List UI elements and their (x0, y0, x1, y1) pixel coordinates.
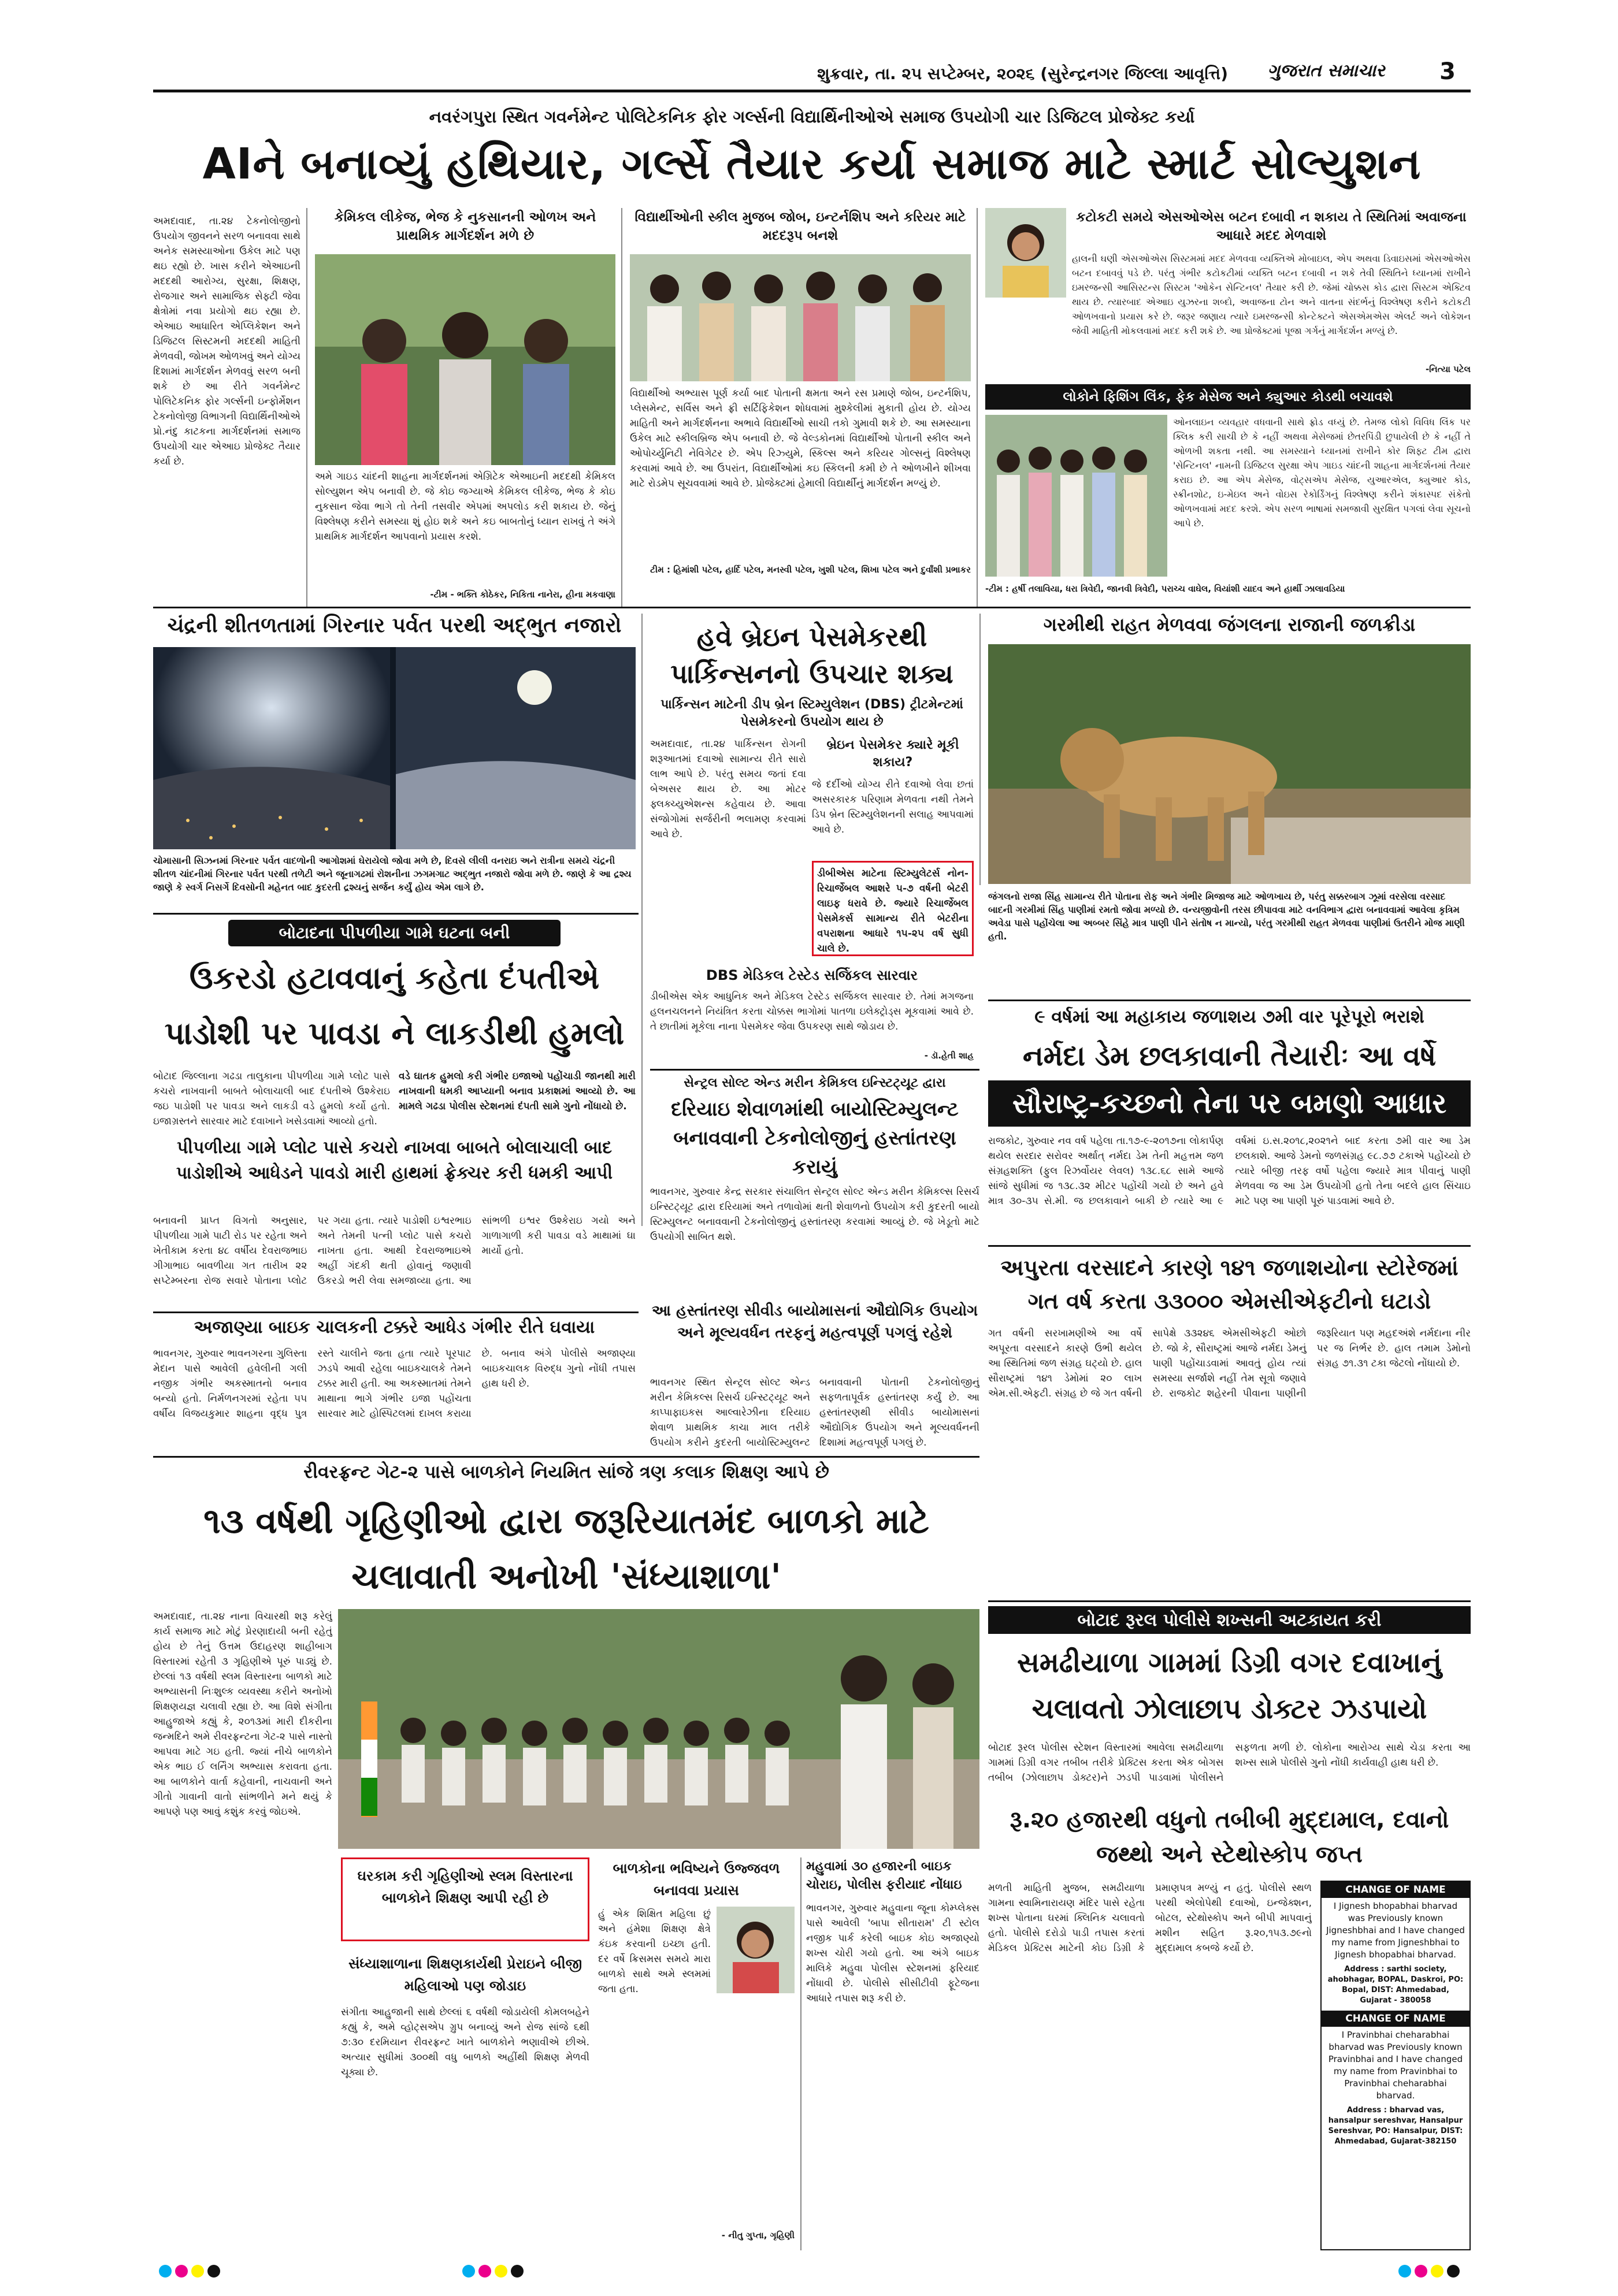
dbs-body: ડીબીએસ એક આધુનિક અને મેડિકલ ટેસ્ટેડ સર્જિકલ સારવાર છે. તેમાં મગજના હલનચલનને નિયંત્રિત કરતા ચોક્કસ ભાગોમાં પાતળા ઇલેક્ટ્રોડ્સ મૂકવામાં આવે છે. તે છાતીમાં મૂકેલા નાના પેસમેકર જેવા ઉપકરણ સાથે જોડાય છે. (650, 991, 974, 1032)
dbs-banner: DBS મેડિકલ ટેસ્ટેડ સર્જિકલ સારવાર (650, 964, 974, 987)
botad-body-2: વડે ઘાતક હુમલો કરી ગંભીર ઇજાઓ પહોંચાડી જાનથી મારી નાખવાની ધમકી આપ્યાની બનાવ પ્રકાશમાં આવ્યો છે. આ મામલે ગઢડા પોલીસ સ્ટેશનમાં દંપતી સામે ગુનો નોંધાયો છે. (399, 1071, 636, 1112)
story4-body: ઓનલાઇન વ્યવહાર વધવાની સાથે ફ્રોડ વધ્યું છે. તેમજ લોકો વિવિધ લિંક પર ક્લિક કરી સાચી છે કે નહીં અથવા મેસેજમાં છેતરપિંડી છુપાયેલી છે કે નહીં તે ઓળખી શકતા નથી. આ સમસ્યાને ધ્યાનમાં રાખીને કોર શિફ્ટ ટીમ દ્વારા 'સેન્ટિનલ' નામની ડિજિટલ સુરક્ષા એપ ગાઇડ ચાંદની શાહના માર્ગદર્શનમાં તૈયાર કરાઇ છે. આ એપ મેસેજ, વોટ્સએપ મેસેજ, યુઆરએલ, ક્યુઆર કોડ, સ્ક્રીનશોટ, ઇ-મેઇલ અને વોઇસ રેકોર્ડિંગનું વિશ્લેષણ કરીને શંકાસ્પદ સંકેતો ઓળખવામાં મદદ કરશે. એપ સરળ ભાષામાં સમજાવી સુરક્ષિત પગલાં લેવા સૂચનો આપે છે. (1173, 417, 1471, 529)
sandhyashala-kicker: રીવરફ્રન્ટ ગેટ-૨ પાસે બાળકોને નિયમિત સાંજે ત્રણ કલાક શિક્ષણ આપે છે (303, 1462, 829, 1483)
sandhyashala-box-3-body: સંગીતા આહુજાની સાથે છેલ્લાં ૬ વર્ષથી જોડાયેલી કોમલબહેને કહ્યું કે, અમે વ્હોટ્સએપ ગ્રુપ બનાવ્યું અને રોજ સાંજે ૬થી ૭:૩૦ દરમિયાન રીવરફ્રન્ટ ખાતે બાળકોને ભણાવીએ છીએ. અત્યાર સુધીમાં ૩૦૦થી વધુ બાળકો અહીંથી શિક્ષણ મેળવી ચૂક્યા છે. (341, 2007, 589, 2078)
marine-kicker: સેન્ટ્રલ સોલ્ટ એન્ડ મરીન કેમિકલ ઇન્સ્ટિટ્યૂટ દ્વારા (684, 1076, 946, 1090)
story4-heading: લોકોને ફિશિંગ લિંક, ફેક મેસેજ અને ક્યુઆર કોડથી બચાવશે (985, 384, 1471, 410)
sandhyashala-portrait (717, 1907, 795, 1993)
masthead (153, 58, 1471, 102)
section-rule (153, 607, 1471, 608)
pacemaker-body: અમદાવાદ, તા.૨૪ પાર્કિન્સન રોગની શરૂઆતમાં દવાઓ સામાન્ય રીતે સારો લાભ આપે છે. પરંતુ સમય જતાં દવા બેઅસર થાય છે. આ મોટર ફ્લક્ચ્યુએશન્સ કહેવાય છે. આવા સંજોગોમાં સર્જરીની ભલામણ કરવામાં આવે છે. (650, 738, 806, 840)
story3-credit: -નિત્યા પટેલ (1425, 364, 1471, 374)
reservoirs-body: ગત વર્ષની સરખામણીએ આ વર્ષે અપૂરતા વરસાદને કારણે ઉભી થયેલ આ સ્થિતિમાં જળ સંગ્રહ ઘટ્યો છે. હાલ સૌરાષ્ટ્રમાં ૧૪૧ ડેમોમાં ૨૦ લાખ એમ.સી.એફટી. સંગ્રહ છે જે ગત વર્ષની સાપેક્ષે ૩૩૨૪૬ એમસીએફટી ઓછો છે. જો કે, સૌરાષ્ટ્રમાં આજે નર્મદા ડેમનું પાણી પહોંચાડવામાં આવતું હોય ત્યાં સમસ્યા સર્જાશે નહીં તેમ સૂત્રો જણાવે છે. રાજકોટ શહેરની પીવાના પાણીની જરૂરિયાત પણ મહદઅંશે નર્મદાના નીર પર જ નિર્ભર છે. હાલ તમામ ડેમોનો સંગ્રહ ૭૧.૩૧ ટકા જેટલો નોંધાયો છે. (988, 1328, 1471, 1399)
registration-marks-right (1398, 2265, 1463, 2278)
section-rule (988, 1245, 1471, 1247)
change-of-name-box (1320, 1881, 1471, 2250)
marine-body-2: ભાવનગર સ્થિત સેન્ટ્રલ સોલ્ટ એન્ડ મરીન કેમિકલ્સ રિસર્ચ ઇન્સ્ટિટ્યૂટ અને કાપ્પાફાઇકસ આલ્વારેઝીના દરિયાઇ શેવાળ પ્રાથમિક કાચા માલ તરીકે ઉપયોગ કરીને કુદરતી બાયોસ્ટિમ્યુલન્ટ બનાવવાની પોતાની ટેકનોલોજીનું સફળતાપૂર્વક હસ્તાંતરણ કર્યું છે. આ હસ્તાંતરણથી સીવીડ બાયોમાસનાં ઔદ્યોગિક ઉપયોગ અને મૂલ્યવર્ધનની દિશામાં મહત્વપૂર્ણ પગલું છે. (650, 1377, 979, 1448)
story3-body: હાલની ઘણી એસઓએસ સિસ્ટમમાં મદદ મેળવવા વ્યક્તિએ મોબાઇલ, એપ અથવા ડિવાઇસમાં એસઓએસ બટન દબાવવું પડે છે. પરંતુ ગંભીર કટોકટીમાં વ્યક્તિ બટન દબાવી ન શકે તેવી સ્થિતિને ધ્યાનમાં રાખીને ઇમરજન્સી આસિસ્ટન્સ સિસ્ટમ 'ઓકેન સેન્ટિનલ' તૈયાર કરી છે. જેમાં ચોક્કસ કોડ દ્વારા સિસ્ટમ એક્ટિવ થાય છે. ત્યારબાદ એઆઇ યુઝરના શબ્દો, અવાજના ટોન અને વાતના સંદર્ભનું વિશ્લેષણ કરીને કટોકટી ઓળખવાનો પ્રયાસ કરે છે. જરૂર જણાય ત્યારે ઇમરજન્સી કોન્ટેક્ટને એસએમએસ એલર્ટ અને લોકેશન જેવી માહિતી મોકલવામાં મદદ કરી શકે છે. આ પ્રોજેક્ટમાં પૂજા ગર્ગનું માર્ગદર્શન મળ્યું છે. (1072, 253, 1471, 336)
botad-sub-headline: પીપળીયા ગામે પ્લોટ પાસે કચરો નાખવા બાબતે બોલાચાલી બાદ પાડોશીએ આધેડને પાવડો મારી હાથમાં ફ્રેક્ચર કરી ધમકી આપી (176, 1138, 613, 1183)
botad-kicker: બોટાદના પીપળીયા ગામે ઘટના બની (228, 920, 561, 946)
story3-photo-portrait (985, 208, 1066, 298)
sandhyashala-body: અમદાવાદ, તા.૨૪ નાના વિચારથી શરૂ કરેલું કાર્ય સમાજ માટે મોટું પ્રેરણાદાયી બની રહેતું હોય છે તેનું ઉત્તમ ઉદાહરણ શાહીબાગ વિસ્તારમાં રહેતી ૩ ગૃહિણીએ પૂરું પાડ્યું છે. છેલ્લાં ૧૩ વર્ષથી સ્લમ વિસ્તારના બાળકો માટે અભ્યાસની નિઃશુલ્ક વ્યવસ્થા કરીને અનોખો શિક્ષણયજ્ઞ ચલાવી રહ્યા છે. આ વિશે સંગીતા આહુજાએ કહ્યું કે, ૨૦૧૩માં મારી દીકરીના જન્મદિને અમે રીવરફ્રન્ટના ગેટ-૨ પાસે નાસ્તો આપવા માટે ગઇ હતી. જ્યાં નીચે બાળકોને એક ભાઇ ઈ લર્નિંગ અભ્યાસ કરાવતા હતા. આ બાળકોને વાર્તા કહેવાની, નાચવાની અને ગીતો ગાવાની વાતો સાંભળીને મને થયું કે આપણે પણ આવું કશુંક કરવું જોઇએ. (153, 1611, 332, 1818)
column-divider (800, 1857, 801, 2250)
change-of-name-address-2: Address : bharvad vas, hansalpur sereshvar, Hansalpur Sereshvar, PO: Hansalpur, DIST: Ahmedabad, Gujarat-382150 (1328, 2106, 1463, 2146)
pacemaker-box: ડીબીએસ માટેના સ્ટિમ્યુલેટર્સ નોન-રિચાર્જેબલ આશરે ૫-૭ વર્ષની બેટરી લાઇફ ધરાવે છે. જ્યારે રિચાર્જેબલ પેસમેકર્સ સામાન્ય રીતે બેટરીના વપરાશના આધારે ૧૫-૨૫ વર્ષ સુધી ચાલે છે. (812, 861, 974, 956)
girnar-banner: ચંદ્રની શીતળતામાં ગિરનાર પર્વત પરથી અદ્ભુત નજારો (167, 614, 622, 637)
quack-sub: રૂ.૨૦ હજારથી વધુનો તબીબી મુદ્દામાલ, દવાનો જથ્થો અને સ્ટેથોસ્કોપ જપ્ત (1010, 1807, 1449, 1868)
quack-headline: સમઢીયાળા ગામમાં ડિગ્રી વગર દવાખાનું ચલાવતો ઝોલાછાપ ડોક્ટર ઝડપાયો (1016, 1647, 1442, 1725)
botad-body: બોટાદ જિલ્લાના ગઢડા તાલુકાના પીપળીયા ગામે પ્લોટ પાસે કચરો નાખવાની બાબતે બોલાચાલી બાદ દંપતીએ ઉશ્કેરાઇ જઇ પાડોશી પર પાવડા અને લાકડી વડે હુમલો કર્યો હતો. ઇજાગ્રસ્તને સારવાર માટે દવાખાને ખસેડવામાં આવ્યો હતો. (153, 1071, 390, 1127)
narmada-headline-2: સૌરાષ્ટ્ર-કચ્છનો તેના પર બમણો આધાર (988, 1080, 1471, 1127)
sandhyashala-photo (338, 1609, 979, 1849)
girnar-photo-night (153, 647, 636, 849)
section-rule (988, 1600, 1471, 1602)
section-rule (988, 1000, 1471, 1001)
section-rule (650, 1069, 979, 1071)
change-of-name-title-2: CHANGE OF NAME (1322, 2011, 1469, 2027)
accident-headline: અજાણ્યા બાઇક ચાલકની ટક્કરે આધેડ ગંભીર રીતે ઘવાયા (194, 1317, 595, 1338)
girnar-caption: ચોમાસાની સિઝનમાં ગિરનાર પર્વત વાદળોની આગોશમાં ઘેરાયેલો જોવા મળે છે, દિવસે લીલી વનરાઇ અને રાત્રીના સમયે ચંદ્રની શીતળ ચાંદનીમાં ગિરનાર પર્વત પરથી તળેટી અને જૂનાગઢમાં રોશનીના ઝગમગાટ અદ્ભુત નજારો જોવા મળે છે. જાણે કે આ દ્રશ્ય જાણે કે સ્વર્ગ નિસર્ગે દિવસોની મહેનત બાદ કુદરતી દ્રશ્યનું સર્જન કર્યું હોય એમ લાગે છે. (153, 855, 632, 893)
botad-headline: ઉકરડો હટાવવાનું કહેતા દંપતીએ પાડોશી પર પાવડા ને લાકડીથી હુમલો (164, 960, 625, 1052)
sandhyashala-headline: ૧૩ વર્ષથી ગૃહિણીઓ દ્વારા જરૂરિયાતમંદ બાળકો માટે ચલાવાતી અનોખી 'સંધ્યાશાળા' (203, 1501, 929, 1597)
story3-heading: કટોકટી સમયે એસઓએસ બટન દબાવી ન શકાય તે સ્થિતિમાં અવાજના આધારે મદદ મેળવાશે (1076, 210, 1467, 243)
pacemaker-subhead: પાર્કિન્સન માટેની ડીપ બ્રેન સ્ટિમ્યુલેશન (DBS) ટ્રીટમેન્ટમાં પેસમેકરનો ઉપયોગ થાય છે (660, 697, 963, 729)
pacemaker-side-body: જે દર્દીઓ યોગ્ય રીતે દવાઓ લેવા છતાં અસરકારક પરિણામ મેળવતા નથી તેમને ડિપ બ્રેન સ્ટિમ્યુલેશનની સલાહ આપવામાં આવે છે. (812, 779, 974, 835)
sandhyashala-box-3: સંધ્યાશાળાના શિક્ષણકાર્યથી પ્રેરાઇને બીજી મહિલાઓ પણ જોડાઇ (348, 1956, 582, 1994)
marine-headline: દરિયાઇ શેવાળમાંથી બાયોસ્ટિમ્યુલન્ટ બનાવવાની ટેકનોલોજીનું હસ્તાંતરણ કરાયું (671, 1098, 959, 1179)
section-rule (153, 1312, 639, 1313)
sandhyashala-box-2-body: હું એક શિક્ષિત મહિલા છું અને હંમેશા શિક્ષણ ક્ષેત્રે કંઇક કરવાની ઇચ્છા હતી. દર વર્ષે ક્રિસમસ સમયે મારા બાળકો સાથે અમે સ્લમમાં જતા હતા. (598, 1908, 711, 1995)
page-number: 3 (1439, 58, 1456, 85)
lead-intro: અમદાવાદ, તા.૨૪ ટેકનોલોજીનો ઉપયોગ જીવનને સરળ બનાવવા સાથે અનેક સમસ્યાઓના ઉકેલ માટે પણ થઇ રહ્યો છે. ખાસ કરીને એઆઇની મદદથી આરોગ્ય, સુરક્ષા, શિક્ષણ, રોજગાર અને સામાજિક સેફ્ટી જેવા ક્ષેત્રોમાં નવા પ્રયોગો થઇ રહ્યા છે. એઆઇ આધારિત એપ્લિકેશન અને ડિજિટલ સિસ્ટમની મદદથી માહિતી મેળવવી, જોખમ ઓળખવું અને યોગ્ય દિશામાં માર્ગદર્શન મેળવવું સરળ બની શકે છે આ રીતે ગવર્નમેન્ટ પોલિટેકનિક ફોર ગર્લ્સની ઇન્ફોર્મેશન ટેકનોલોજી વિભાગની વિદ્યાર્થિનીઓએ પ્રો.નંદુ કાટકના માર્ગદર્શનમાં સમાજ ઉપયોગી ચાર એઆઇ પ્રોજેક્ટ તૈયાર કર્યા છે. (153, 216, 300, 467)
accident-body: ભાવનગર, ગુરુવાર ભાવનગરના ગુલિસ્તા મેદાન પાસે આવેલી હવેલીની ગલી નજીક ગંભીર અકસ્માતનો બનાવ બન્યો હતો. નિર્મળનગરમાં રહેતા ૫૫ વર્ષીય વિજયકુમાર શાહના વૃદ્ધ પુત્ર રસ્તે ચાલીને જતા હતા ત્યારે પૂરપાટ ઝડપે આવી રહેલા બાઇકચાલકે તેમને ટક્કર મારી હતી. આ અકસ્માતમાં તેમને માથાના ભાગે ગંભીર ઇજા પહોંચતા સારવાર માટે હોસ્પિટલમાં દાખલ કરાયા છે. બનાવ અંગે પોલીસે અજાણ્યા બાઇકચાલક વિરુદ્ધ ગુનો નોંધી તપાસ હાથ ધરી છે. (153, 1348, 636, 1420)
column-divider (306, 208, 307, 607)
marine-body: ભાવનગર, ગુરુવાર કેન્દ્ર સરકાર સંચાલિત સેન્ટ્રલ સોલ્ટ એન્ડ મરીન કેમિકલ્સ રિસર્ચ ઇન્સ્ટિટ્યૂટ દ્વારા દરિયામાં અને તળાવોમાં થતી શેવાળનો ઉપયોગ કરી કુદરતી બાયો સ્ટિમ્યુલન્ટ બનાવવાની ટેકનોલોજીનું હસ્તાંતરણ કરવામાં આવ્યું છે. જે ખેડૂતો માટે ઉપયોગી સાબિત થશે. (650, 1186, 979, 1243)
quack-kicker: બોટાદ રૂરલ પોલીસે શખ્સની અટકાયત કરી (988, 1606, 1471, 1634)
story1-heading: કેમિકલ લીકેજ, ભેજ કે નુકસાનની ઓળખ અને પ્રાથમિક માર્ગદર્શન મળે છે (334, 210, 596, 243)
story2-heading: વિદ્યાર્થીઓની સ્કીલ મુજબ જોબ, ઇન્ટર્નશિપ અને કરિયર માટે મદદરૂપ બનશે (634, 210, 966, 243)
story1-body: અમે ગાઇડ ચાંદની શાહના માર્ગદર્શનમાં એગ્રિટેક એઆઇની મદદથી કેમિકલ સોલ્યુશન એપ બનાવી છે. જે કોઇ જગ્યાએ કેમિકલ લીકેજ, ભેજ કે કોઇ નુકસાન જેવા ભાગે તો તેની તસવીર એપમાં અપલોડ કરી શકાય છે. જેનું વિશ્લેષણ કરીને સમસ્યા શું હોઇ શકે અને કઇ બાબતોનું ધ્યાન રાખવું તે અંગે પ્રાથમિક માર્ગદર્શન આપવાનો પ્રયાસ કરશે. (315, 471, 615, 543)
story1-credit: -ટીમ - ભક્તિ કોઠેકર, નિકિતા નાનેરા, હીના મકવાણા (430, 589, 615, 600)
quack-body: બોટાદ રૂરલ પોલીસ સ્ટેશન વિસ્તારમાં આવેલા સમઢીયાળા ગામમાં ડિગ્રી વગર તબીબ તરીકે પ્રેક્ટિસ કરતા એક બોગસ તબીબ (ઝોલાછાપ ડોક્ટર)ને ઝડપી પાડવામાં પોલીસને સફળતા મળી છે. લોકોના આરોગ્ય સાથે ચેડા કરતા આ શખ્સ સામે પોલીસે ગુનો નોંધી કાર્યવાહી હાથ ધરી છે. (988, 1742, 1471, 1784)
bike-theft-body: ભાવનગર, ગુરુવાર મહુવાના જૂના કોમ્પ્લેક્સ પાસે આવેલી 'બાપા સીતારામ' ટી સ્ટોલ નજીક પાર્ક કરેલી બાઇક કોઇ અજાણ્યો શખ્સ ચોરી ગયો હતો. આ અંગે બાઇક માલિકે મહુવા પોલીસ સ્ટેશનમાં ફરિયાદ નોંધાવી છે. પોલીસે સીસીટીવી ફૂટેજના આધારે તપાસ શરૂ કરી છે. (806, 1903, 979, 2004)
narmada-body: રાજકોટ, ગુરુવાર નવ વર્ષ પહેલા તા.૧૭-૯-૨૦૧૭ના લોકાર્પણ થયેલ સરદાર સરોવર અર્થાત્ નર્મદા ડેમ તેની મહત્તમ જળ સંગ્રહશક્તિ (ફુલ રિઝર્વોયર લેવલ) ૧૩૮.૬૮ સામે આજે સાંજે સુધીમાં જ ૧૩૮.૩૨ મીટર પહોંચી ગયો છે અને હવે માત્ર ૩૦-૩૫ સે.મી. જ છલકાવાને બાકી છે ત્યારે આ ૯ વર્ષમાં ઇ.સ.૨૦૧૮,૨૦૨૧ને બાદ કરતા ૭મી વાર આ ડેમ છલકાશે. આજે ડેમનો જળસંગ્રહ ૯૮.૭૭ ટકાએ પહોંચ્યો છે ત્યારે બીજી તરફ વર્ષો પહેલા જ્યારે માત્ર પીવાનું પાણી મેળવવા જ આ ડેમ ઉપયોગી હતો તેના બદલે હાલ સિંચાઇ માટે પણ આ પાણી પૂરું પાડવામાં આવે છે. (988, 1135, 1471, 1207)
story2-credit: ટીમ : હિમાંશી પટેલ, હાર્દિ પટેલ, મનસ્વી પટેલ, ખુશી પટેલ, શિખા પટેલ અને દુર્વાંશી પ્રભાકર (650, 564, 971, 575)
sandhyashala-box-1: ઘરકામ કરી ગૃહિણીઓ સ્લમ વિસ્તારના બાળકોને શિક્ષણ આપી રહી છે (341, 1857, 589, 1941)
lion-banner: ગરમીથી રાહત મેળવવા જંગલના રાજાની જળક્રીડા (1043, 614, 1416, 636)
dbs-credit: - ડૉ.હેતી શાહ (924, 1050, 974, 1061)
story4-credit: -ટીમ : હર્ષી તલાવિયા, ધરા ત્રિવેદી, જાનવી ત્રિવેદી, પરાચ્ચ વાઘેલ, વિયાંશી યાદવ અને હાર્થી ઝાલાવડિયા (985, 584, 1345, 594)
registration-marks-center (462, 2265, 527, 2278)
reservoirs-headline: અપુરતા વરસાદને કારણે ૧૪૧ જળાશયોના સ્ટોરેજમાં ગત વર્ષ કરતા ૩૩૦૦૦ એમસીએફટીનો ઘટાડો (1000, 1255, 1459, 1314)
story2-photo-team (630, 254, 971, 381)
lion-caption: જંગલનો રાજા સિંહ સામાન્ય રીતે પોતાના રોફ અને ગંભીર મિજાજ માટે ઓળખાય છે, પરંતુ સક્કરબાગ ઝૂમાં વરસેલા વરસાદ બાદની ગરમીમાં સિંહ પાણીમાં રમતો જોવા મળ્યો છે. વન્યજીવોની તરસ છીપાવવા માટે વનવિભાગ દ્વારા બનાવવામાં આવેલા કૃત્રિમ અવેડા પાસે પહોંચેલા આ અબ્બર સિંહે માત્ર પાણી પીને સંતોષ ન માન્યો, પરંતુ ગરમીથી રાહત મેળવવા પાણીમાં ઉતરીને મોજ માણી હતી. (988, 891, 1465, 942)
column-divider (977, 208, 978, 607)
change-of-name-address-1: Address : sarthi society, ahobhagar, BOPAL, Daskroi, PO: Bopal, DIST: Ahmedabad, Gujarat - 380058 (1327, 1965, 1464, 2005)
change-of-name-text-2: I Pravinbhai cheharabhai bharvad was Previously known Pravinbhai and I have changed my name from Pravinbhai to Pravinbhai cheharabhai bharvad. (1328, 2030, 1463, 2101)
sandhyashala-box-2: બાળકોના ભવિષ્યને ઉજ્જવળ બનાવવા પ્રયાસ (613, 1860, 780, 1899)
narmada-kicker: ૯ વર્ષમાં આ મહાકાય જળાશય ૭મી વાર પૂરેપૂરો ભરાશે (1034, 1006, 1424, 1027)
change-of-name-title-1: CHANGE OF NAME (1322, 1882, 1469, 1898)
story4-photo-team (985, 415, 1167, 577)
masthead-rule (153, 90, 1471, 92)
story1-photo-students (315, 254, 615, 465)
pacemaker-headline: હવે બ્રેઇન પેસમેકરથી પાર્કિન્સનનો ઉપચાર શક્ય (670, 621, 953, 689)
pacemaker-side-heading: બ્રેઇન પેસમેકર ક્યારે મૂકી શકાય? (826, 738, 959, 770)
story2-body: વિદ્યાર્થીઓ અભ્યાસ પૂર્ણ કર્યા બાદ પોતાની ક્ષમતા અને રસ પ્રમાણે જોબ, ઇન્ટર્નશિપ, પ્લેસમેન્ટ, સર્વિસ અને ફ્રી સર્ટિફિકેશન શોધવામાં મુશ્કેલીમાં મુકાતી હોય છે. યોગ્ય માહિતી અને માર્ગદર્શનના અભાવે વિદ્યાર્થીઓ સાચી તકો ગુમાવી શકે છે. આ સમસ્યાના ઉકેલ માટે સ્કીલબ્રિજ એપ બનાવી છે. જે વેલ્ડકોનમાં વિદ્યાર્થીઓ પોતાની સ્કીલ અને ઓપોર્ચ્યુનિટી નેવિગેટર છે. એપ રિઝ્યુમે, સ્કિલ્સ અને કરિયર ગોલ્સનું વિશ્લેષણ કરવામાં આવે છે. આ ઉપરાંત, વિદ્યાર્થીઓમાં કઇ સ્કિલની કમી છે તે ઓળખીને શીખવા માટે રોડમેપ સૂચવવામાં આવે છે. પ્રોજેક્ટમાં હેમાલી વિદ્યાર્થીનું માર્ગદર્શન મળ્યું છે. (630, 388, 971, 489)
dateline: શુક્રવાર, તા. ૨૫ સપ્ટેમ્બર, ૨૦૨૬ (સુરેન્દ્રનગર જિલ્લા આવૃત્તિ) (817, 64, 1228, 83)
section-rule (153, 913, 639, 915)
bike-theft-headline: મહુવામાં ૩૦ હજારની બાઇક ચોરાઇ, પોલીસ ફરીયાદ નોંધાઇ (806, 1859, 962, 1892)
column-divider (979, 614, 981, 885)
lead-headline: AIને બનાવ્યું હથિયાર, ગર્લ્સે તૈયાર કર્યા સમાજ માટે સ્માર્ટ સોલ્યુશન (202, 139, 1422, 189)
marine-sub: આ હસ્તાંતરણ સીવીડ બાયોમાસનાં ઔદ્યોગિક ઉપયોગ અને મૂલ્યવર્ધન તરફનું મહત્વપૂર્ણ પગલું રહેશે (651, 1302, 978, 1342)
lion-photo (988, 644, 1471, 884)
paper-name-logo: ગુજરાત સમાચાર (1267, 61, 1385, 81)
lead-kicker: નવરંગપુરા સ્થિત ગવર્નમેન્ટ પોલિટેકનિક ફોર ગર્લ્સની વિદ્યાર્થિનીઓએ સમાજ ઉપયોગી ચાર ડિજિટલ પ્રોજેક્ટ કર્યા (429, 107, 1195, 127)
sandhyashala-credit: - નીતુ ગુપ્તા, ગૃહિણી (721, 2230, 795, 2241)
section-rule (153, 1456, 979, 1458)
botad-sub-body: બનાવની પ્રાપ્ત વિગતો અનુસાર, પીપળીયા ગામે પાટી રોડ પર રહેતા અને ખેતીકામ કરતા ૪૮ વર્ષીય દેવરાજભાઇ ગીગાભાઇ બાવળીયા ગત તારીખ ૨૨ સપ્ટેમ્બરના રોજ સવારે પોતાના પ્લોટ પર ગયા હતા. ત્યારે પાડોશી ઇશ્વરભાઇ અને તેમની પત્ની પ્લોટ પાસે કચરો નાખતા હતા. આથી દેવરાજભાઇએ અહીં ગંદકી થતી હોવાનું જણાવી ઉકરડો ભરી લેવા સમજાવ્યા હતા. આ સાંભળી ઇશ્વર ઉશ્કેરાઇ ગયો અને ગાળાગાળી કરી પાવડા વડે માથામાં ઘા માર્યો હતો. (153, 1215, 636, 1287)
change-of-name-text-1: I Jignesh bhopabhai bharvad was Previously known Jigneshbhai and I have changed my name from Jigneshbhai to Jignesh bhopabhai bharvad. (1326, 1901, 1465, 1960)
column-divider (641, 614, 643, 1226)
registration-marks-left (159, 2265, 224, 2278)
narmada-headline-1: નર્મદા ડેમ છલકાવાની તૈયારીઃ આ વર્ષે (1022, 1040, 1437, 1072)
quack-body-2: મળતી માહિતી મુજબ, સમઢીયાળા ગામના સ્વામિનારાયણ મંદિર પાસે રહેતા શખ્સ પોતાના ઘરમાં ક્લિનિક ચલાવતો હતો. પોલીસે દરોડો પાડી તપાસ કરતાં મેડિકલ પ્રેક્ટિસ માટેની કોઇ ડિગ્રી કે પ્રમાણપત્ર મળ્યું ન હતું. પોલીસે સ્થળ પરથી એલોપેથી દવાઓ, ઇન્જેક્શન, બોટલ, સ્ટેથોસ્કોપ અને બીપી માપવાનું મશીન સહિત રૂ.૨૦,૧૫૩.૭૯નો મુદ્દામાલ કબજે કર્યો છે. (988, 1882, 1312, 1954)
column-divider (621, 208, 622, 607)
